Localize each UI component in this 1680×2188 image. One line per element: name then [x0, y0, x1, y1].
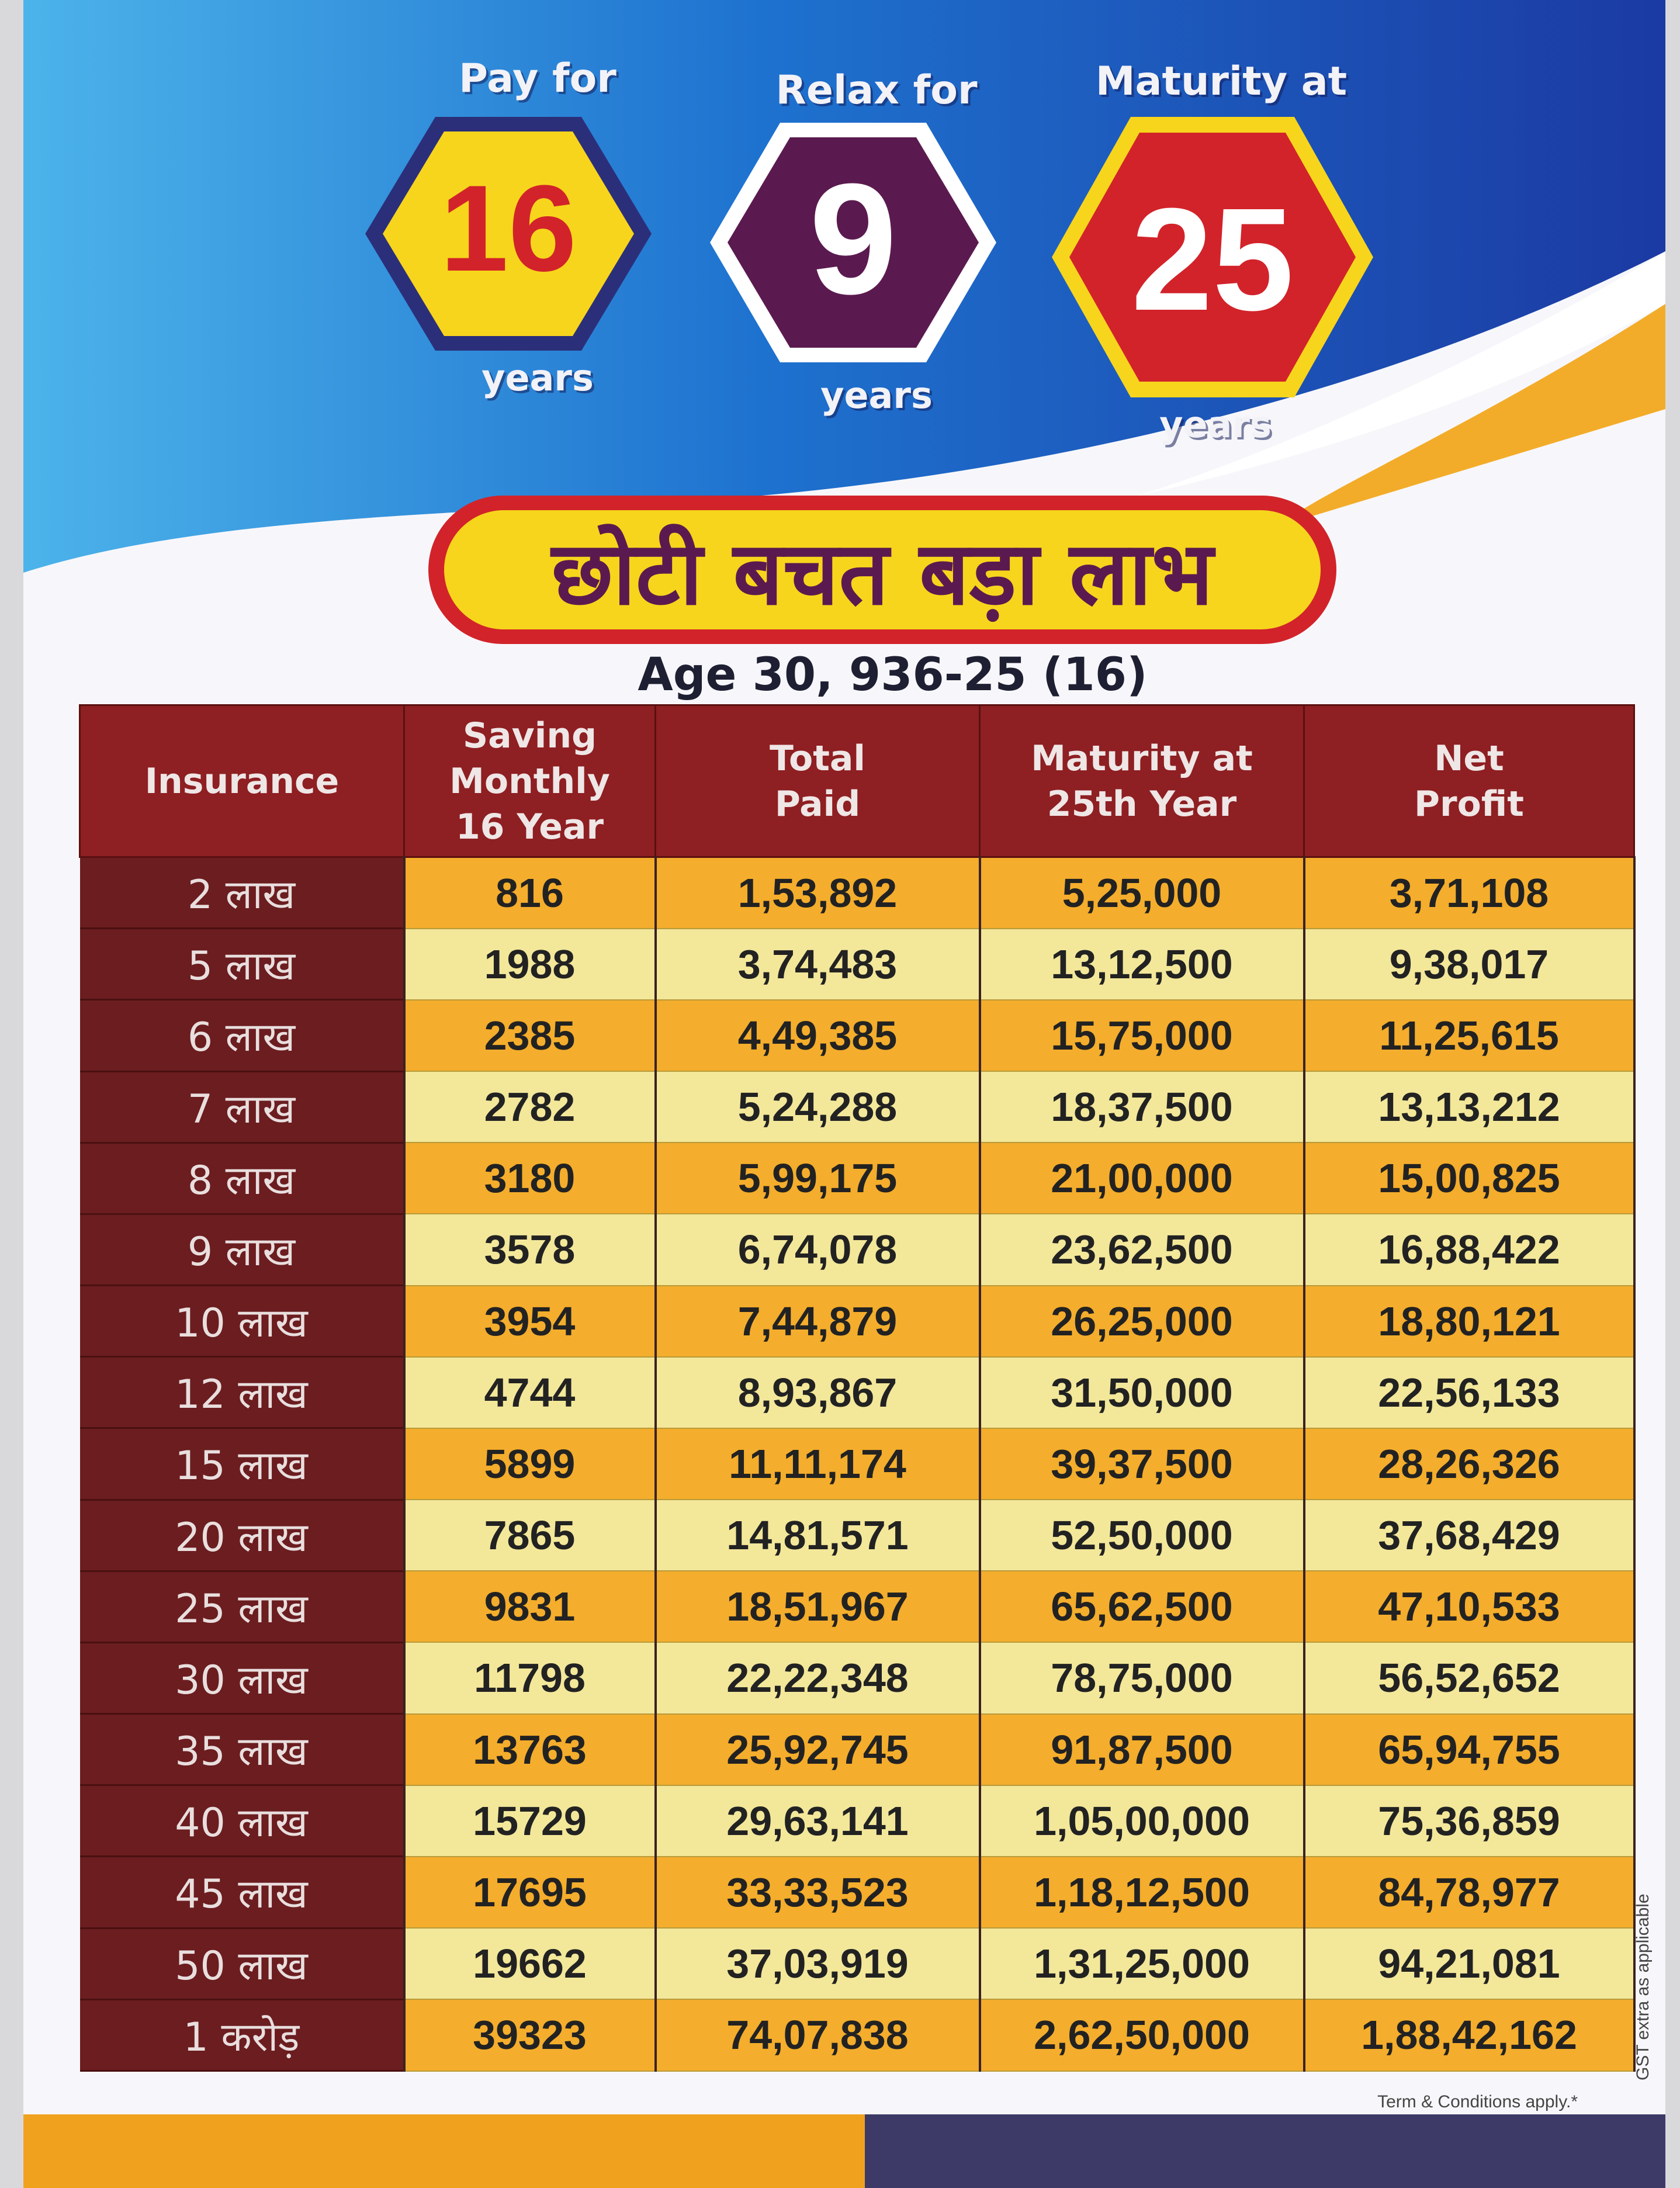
cell-insurance: 7 लाख	[80, 1071, 404, 1143]
cell-maturity: 26,25,000	[980, 1286, 1304, 1357]
cell-insurance: 50 लाख	[80, 1928, 404, 1999]
cell-maturity: 78,75,000	[980, 1642, 1304, 1713]
cell-profit: 18,80,121	[1304, 1286, 1634, 1357]
table-row	[80, 1357, 1634, 1428]
cell-insurance: 1 करोड़	[80, 1999, 404, 2071]
cell-saving: 2782	[404, 1071, 656, 1143]
cell-profit: 22,56,133	[1304, 1357, 1634, 1428]
benefit-table	[79, 704, 1636, 2072]
table-row	[80, 1000, 1634, 1071]
cell-maturity: 1,18,12,500	[980, 1857, 1304, 1928]
cell-maturity: 18,37,500	[980, 1071, 1304, 1143]
cell-total: 1,53,892	[656, 857, 980, 929]
cell-maturity: 52,50,000	[980, 1500, 1304, 1571]
cell-profit: 94,21,081	[1304, 1928, 1634, 1999]
bottom-stripe-orange	[23, 2114, 865, 2188]
cell-saving: 39323	[404, 1999, 656, 2071]
terms-note: Term & Conditions apply.*	[1377, 2092, 1578, 2111]
table-row	[80, 1857, 1634, 1928]
header-saving: Saving Monthly 16 Year	[404, 705, 656, 857]
cell-maturity: 39,37,500	[980, 1428, 1304, 1500]
cell-profit: 37,68,429	[1304, 1500, 1634, 1571]
cell-profit: 84,78,977	[1304, 1857, 1634, 1928]
pay-for-label: Pay for	[459, 56, 616, 102]
cell-total: 3,74,483	[656, 929, 980, 1000]
cell-maturity: 15,75,000	[980, 1000, 1304, 1071]
gst-note: GST extra as applicable	[1633, 1893, 1653, 2080]
cell-profit: 1,88,42,162	[1304, 1999, 1634, 2071]
relax-years-unit: years	[820, 374, 933, 417]
table-row	[80, 1428, 1634, 1500]
cell-profit: 16,88,422	[1304, 1214, 1634, 1285]
cell-total: 22,22,348	[656, 1642, 980, 1713]
cell-profit: 11,25,615	[1304, 1000, 1634, 1071]
cell-saving: 19662	[404, 1928, 656, 1999]
cell-saving: 15729	[404, 1785, 656, 1857]
cell-profit: 3,71,108	[1304, 857, 1634, 929]
table-row	[80, 1928, 1634, 1999]
cell-maturity: 65,62,500	[980, 1571, 1304, 1642]
cell-saving: 1988	[404, 929, 656, 1000]
cell-insurance: 2 लाख	[80, 857, 404, 929]
poster	[23, 0, 1665, 2188]
table-row	[80, 1999, 1634, 2071]
cell-saving: 5899	[404, 1428, 656, 1500]
cell-profit: 65,94,755	[1304, 1714, 1634, 1785]
cell-total: 4,49,385	[656, 1000, 980, 1071]
table-row	[80, 1642, 1634, 1713]
cell-total: 5,99,175	[656, 1143, 980, 1214]
cell-insurance: 25 लाख	[80, 1571, 404, 1642]
cell-total: 25,92,745	[656, 1714, 980, 1785]
cell-insurance: 40 लाख	[80, 1785, 404, 1857]
cell-saving: 3578	[404, 1214, 656, 1285]
cell-insurance: 5 लाख	[80, 929, 404, 1000]
table-header-row	[80, 705, 1634, 857]
cell-maturity: 21,00,000	[980, 1143, 1304, 1214]
cell-saving: 7865	[404, 1500, 656, 1571]
cell-total: 18,51,967	[656, 1571, 980, 1642]
relax-for-label: Relax for	[775, 67, 978, 113]
table-row	[80, 1071, 1634, 1143]
cell-profit: 13,13,212	[1304, 1071, 1634, 1143]
pay-years-unit: years	[482, 356, 594, 399]
table-row	[80, 1286, 1634, 1357]
table-row	[80, 929, 1634, 1000]
cell-saving: 4744	[404, 1357, 656, 1428]
cell-total: 74,07,838	[656, 1999, 980, 2071]
maturity-at-label: Maturity at	[1095, 58, 1348, 105]
cell-total: 14,81,571	[656, 1500, 980, 1571]
header-maturity: Maturity at 25th Year	[980, 705, 1304, 857]
cell-saving: 17695	[404, 1857, 656, 1928]
cell-maturity: 2,62,50,000	[980, 1999, 1304, 2071]
table-row	[80, 1714, 1634, 1785]
header-net-profit: Net Profit	[1304, 705, 1634, 857]
cell-insurance: 35 लाख	[80, 1714, 404, 1785]
cell-insurance: 6 लाख	[80, 1000, 404, 1071]
cell-total: 11,11,174	[656, 1428, 980, 1500]
maturity-years-unit: years	[1159, 403, 1272, 446]
maturity-years-number: 25	[1131, 178, 1294, 341]
cell-maturity: 31,50,000	[980, 1357, 1304, 1428]
cell-profit: 75,36,859	[1304, 1785, 1634, 1857]
cell-insurance: 15 लाख	[80, 1428, 404, 1500]
cell-maturity: 23,62,500	[980, 1214, 1304, 1285]
table-row	[80, 1785, 1634, 1857]
cell-profit: 9,38,017	[1304, 929, 1634, 1000]
cell-saving: 816	[404, 857, 656, 929]
cell-total: 5,24,288	[656, 1071, 980, 1143]
table-body	[80, 857, 1634, 2071]
cell-total: 29,63,141	[656, 1785, 980, 1857]
cell-saving: 2385	[404, 1000, 656, 1071]
cell-total: 7,44,879	[656, 1286, 980, 1357]
cell-profit: 56,52,652	[1304, 1642, 1634, 1713]
table-row	[80, 1571, 1634, 1642]
bottom-stripe-navy	[865, 2114, 1665, 2188]
table-row	[80, 857, 1634, 929]
cell-total: 8,93,867	[656, 1357, 980, 1428]
pay-years-number: 16	[440, 160, 577, 297]
cell-insurance: 12 लाख	[80, 1357, 404, 1428]
cell-maturity: 5,25,000	[980, 857, 1304, 929]
slogan-badge	[427, 494, 1338, 646]
cell-saving: 9831	[404, 1571, 656, 1642]
table-row	[80, 1214, 1634, 1285]
header-insurance: Insurance	[80, 705, 404, 857]
cell-maturity: 13,12,500	[980, 929, 1304, 1000]
cell-maturity: 1,31,25,000	[980, 1928, 1304, 1999]
cell-saving: 3954	[404, 1286, 656, 1357]
cell-insurance: 20 लाख	[80, 1500, 404, 1571]
cell-insurance: 45 लाख	[80, 1857, 404, 1928]
cell-insurance: 9 लाख	[80, 1214, 404, 1285]
cell-insurance: 8 लाख	[80, 1143, 404, 1214]
cell-maturity: 1,05,00,000	[980, 1785, 1304, 1857]
table-row	[80, 1143, 1634, 1214]
cell-total: 6,74,078	[656, 1214, 980, 1285]
cell-saving: 13763	[404, 1714, 656, 1785]
table-row	[80, 1500, 1634, 1571]
cell-profit: 47,10,533	[1304, 1571, 1634, 1642]
cell-insurance: 10 लाख	[80, 1286, 404, 1357]
plan-subtitle: Age 30, 936-25 (16)	[638, 649, 1148, 701]
cell-total: 37,03,919	[656, 1928, 980, 1999]
header-total-paid: Total Paid	[656, 705, 980, 857]
cell-saving: 3180	[404, 1143, 656, 1214]
slogan-text: छोटी बचत बड़ा लाभ	[551, 523, 1214, 625]
cell-profit: 15,00,825	[1304, 1143, 1634, 1214]
cell-maturity: 91,87,500	[980, 1714, 1304, 1785]
relax-years-number: 9	[809, 151, 898, 327]
cell-insurance: 30 लाख	[80, 1642, 404, 1713]
cell-total: 33,33,523	[656, 1857, 980, 1928]
cell-saving: 11798	[404, 1642, 656, 1713]
cell-profit: 28,26,326	[1304, 1428, 1634, 1500]
